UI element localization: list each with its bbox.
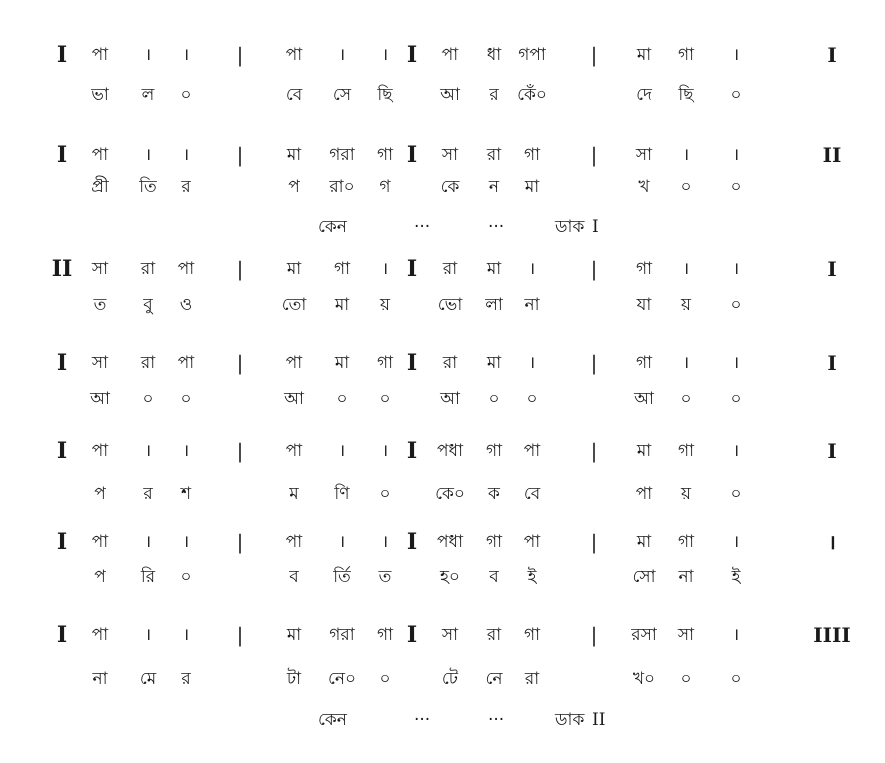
refrain-word: কেন — [318, 217, 347, 237]
lyric-syllable: তি — [139, 177, 157, 197]
lyric-syllable: আ — [634, 389, 654, 409]
swara-note: । — [144, 441, 152, 461]
lyric-syllable: নে — [485, 669, 503, 689]
lyric-syllable: ০ — [730, 177, 742, 197]
lyric-syllable: র — [143, 484, 153, 504]
swara-line — [0, 620, 885, 650]
swara-note: রা — [486, 145, 502, 165]
lyric-syllable: ভা — [91, 85, 109, 105]
lyric-syllable: প্রী — [91, 177, 109, 197]
lyric-syllable: প — [94, 567, 106, 587]
lyric-syllable: না — [92, 669, 108, 689]
lyric-syllable: ছি — [678, 85, 694, 105]
refrain-dots: ··· — [414, 217, 431, 237]
swara-note: গা — [333, 259, 351, 279]
bar-mark: I — [406, 42, 418, 68]
swara-line — [0, 140, 885, 170]
lyric-syllable: ই — [527, 567, 537, 587]
swara-note: । — [732, 259, 740, 279]
swara-note: গা — [376, 625, 394, 645]
swara-note: সা — [441, 145, 459, 165]
lyric-syllable: ক — [488, 484, 500, 504]
swara-note: । — [732, 45, 740, 65]
swara-note: । — [381, 441, 389, 461]
swara-note: গা — [485, 441, 503, 461]
lyric-syllable: সে — [332, 85, 352, 105]
swara-note: । — [381, 532, 389, 552]
refrain-end-mark: II — [592, 710, 606, 730]
refrain-end-mark: I — [592, 217, 599, 237]
swara-note: । — [381, 259, 389, 279]
lyric-line — [0, 290, 885, 320]
lyric-syllable: ই — [731, 567, 741, 587]
swara-note: গপা — [518, 45, 546, 65]
bar-mark: I — [56, 42, 68, 68]
bar-mark: I — [56, 350, 68, 376]
swara-line — [0, 254, 885, 284]
swara-note: পা — [91, 532, 109, 552]
lyric-syllable: ভো — [437, 295, 463, 315]
lyric-syllable: বে — [285, 85, 303, 105]
bar-mark: | — [236, 351, 244, 375]
swara-note: মা — [486, 259, 502, 279]
swara-note: । — [732, 353, 740, 373]
swara-line — [0, 348, 885, 378]
lyric-syllable: ০ — [730, 389, 742, 409]
swara-note: । — [732, 532, 740, 552]
lyric-syllable: আ — [440, 85, 460, 105]
lyric-syllable: দে — [636, 85, 652, 105]
lyric-line — [0, 479, 885, 509]
swara-note: । — [338, 45, 346, 65]
lyric-syllable: য় — [680, 295, 692, 315]
swara-note: পা — [441, 45, 459, 65]
swara-note: । — [182, 145, 190, 165]
bar-mark: | — [236, 143, 244, 167]
swara-note: পা — [91, 441, 109, 461]
bar-mark: | — [590, 143, 598, 167]
bar-mark: I — [827, 257, 837, 281]
swara-note: পা — [285, 532, 303, 552]
swara-note: । — [682, 353, 690, 373]
swara-note: রা — [140, 353, 156, 373]
lyric-syllable: মে — [139, 669, 157, 689]
swara-note: মা — [286, 145, 302, 165]
bar-mark: । — [828, 530, 836, 554]
bar-mark: | — [236, 623, 244, 647]
lyric-syllable: ছি — [377, 85, 393, 105]
lyric-syllable: ০ — [730, 484, 742, 504]
swara-note: পা — [177, 353, 195, 373]
swara-note: পা — [177, 259, 195, 279]
swara-note: গা — [635, 259, 653, 279]
swara-note: । — [144, 625, 152, 645]
bar-mark: | — [590, 623, 598, 647]
swara-note: রা — [140, 259, 156, 279]
lyric-syllable: প — [288, 177, 300, 197]
lyric-syllable: শ — [180, 484, 192, 504]
lyric-syllable: মা — [524, 177, 540, 197]
lyric-syllable: টা — [286, 669, 302, 689]
swara-note: । — [182, 625, 190, 645]
lyric-syllable: ০ — [379, 669, 391, 689]
lyric-syllable: তো — [281, 295, 307, 315]
bar-mark: | — [236, 439, 244, 463]
swara-note: মা — [636, 441, 652, 461]
swara-note: । — [732, 625, 740, 645]
lyric-syllable: ব — [489, 567, 499, 587]
swara-note: গা — [523, 625, 541, 645]
refrain-word: কেন — [318, 710, 347, 730]
lyric-syllable: রি — [140, 567, 156, 587]
lyric-syllable: র — [489, 85, 499, 105]
bar-mark: I — [56, 438, 68, 464]
swara-note: । — [338, 532, 346, 552]
lyric-syllable: আ — [440, 389, 460, 409]
swara-note: গরা — [329, 625, 355, 645]
swara-note: মা — [334, 353, 350, 373]
lyric-syllable: ০ — [142, 389, 154, 409]
lyric-syllable: কে — [440, 177, 460, 197]
swara-note: মা — [286, 625, 302, 645]
bar-mark: | — [236, 530, 244, 554]
lyric-syllable: ০ — [180, 85, 192, 105]
swara-note: গরা — [329, 145, 355, 165]
swara-note: গা — [376, 145, 394, 165]
lyric-syllable: র — [181, 669, 191, 689]
refrain-dots: ··· — [488, 710, 505, 730]
swara-note: পা — [285, 441, 303, 461]
swara-note: রা — [442, 259, 458, 279]
bar-mark: IIII — [813, 623, 851, 647]
swara-note: পধা — [437, 532, 463, 552]
lyric-syllable: ন — [488, 177, 500, 197]
swara-note: গা — [677, 532, 695, 552]
lyric-syllable: আ — [90, 389, 110, 409]
lyric-syllable: র্তি — [333, 567, 351, 587]
lyric-syllable: ম — [289, 484, 299, 504]
lyric-line — [0, 384, 885, 414]
bar-mark: I — [827, 43, 837, 67]
swara-note: পা — [285, 45, 303, 65]
bar-mark: I — [827, 351, 837, 375]
swara-note: । — [182, 532, 190, 552]
refrain-end-word: ডাক — [555, 217, 585, 237]
swara-note: গা — [376, 353, 394, 373]
lyric-syllable: কেঁ০ — [517, 85, 547, 105]
bar-mark: | — [236, 257, 244, 281]
bar-mark: | — [590, 351, 598, 375]
swara-note: । — [381, 45, 389, 65]
lyric-syllable: ব — [289, 567, 299, 587]
refrain-dots: ··· — [488, 217, 505, 237]
bar-mark: | — [590, 439, 598, 463]
swara-note: গা — [677, 441, 695, 461]
lyric-syllable: ০ — [730, 85, 742, 105]
swara-line — [0, 40, 885, 70]
lyric-syllable: সো — [632, 567, 656, 587]
lyric-syllable: রা — [524, 669, 540, 689]
bar-mark: I — [56, 529, 68, 555]
swara-note: । — [528, 259, 536, 279]
swara-note: । — [338, 441, 346, 461]
lyric-syllable: ণি — [334, 484, 350, 504]
swara-note: । — [144, 532, 152, 552]
lyric-syllable: গ — [379, 177, 391, 197]
bar-mark: I — [827, 439, 837, 463]
swara-note: । — [682, 145, 690, 165]
swara-note: রা — [442, 353, 458, 373]
swara-note: পা — [91, 45, 109, 65]
swara-note: মা — [486, 353, 502, 373]
lyric-syllable: ০ — [730, 295, 742, 315]
bar-mark: I — [406, 438, 418, 464]
lyric-syllable: ০ — [526, 389, 538, 409]
lyric-syllable: ০ — [680, 389, 692, 409]
swara-note: মা — [636, 532, 652, 552]
refrain-end-word: ডাক — [555, 710, 585, 730]
lyric-syllable: ০ — [488, 389, 500, 409]
swara-line — [0, 436, 885, 466]
bar-mark: I — [406, 622, 418, 648]
swara-note: গা — [635, 353, 653, 373]
swara-note: পা — [523, 441, 541, 461]
swara-note: পধা — [437, 441, 463, 461]
swara-note: সা — [635, 145, 653, 165]
lyric-syllable: ০ — [680, 177, 692, 197]
swara-note: । — [144, 45, 152, 65]
lyric-syllable: প — [94, 484, 106, 504]
swara-note: । — [182, 441, 190, 461]
lyric-syllable: না — [524, 295, 540, 315]
refrain-dots: ··· — [414, 710, 431, 730]
lyric-syllable: ০ — [379, 484, 391, 504]
lyric-syllable: ল — [141, 85, 155, 105]
lyric-syllable: রা০ — [329, 177, 355, 197]
lyric-syllable: টে — [441, 669, 459, 689]
lyric-syllable: ও — [179, 295, 193, 315]
lyric-line — [0, 80, 885, 110]
swara-note: মা — [636, 45, 652, 65]
lyric-syllable: ত — [378, 567, 392, 587]
swara-note: । — [182, 45, 190, 65]
lyric-syllable: ত — [93, 295, 107, 315]
swara-note: গা — [523, 145, 541, 165]
refrain-line — [0, 705, 885, 735]
lyric-syllable: বে — [523, 484, 541, 504]
lyric-syllable: হ০ — [440, 567, 460, 587]
swara-line — [0, 527, 885, 557]
bar-mark: I — [406, 529, 418, 555]
swara-note: পা — [285, 353, 303, 373]
bar-mark: I — [406, 256, 418, 282]
swara-note: । — [732, 441, 740, 461]
lyric-syllable: বু — [143, 295, 153, 315]
bar-mark: I — [406, 142, 418, 168]
bar-mark: I — [406, 350, 418, 376]
refrain-line — [0, 212, 885, 242]
swara-note: সা — [677, 625, 695, 645]
swara-note: পা — [91, 145, 109, 165]
bar-mark: | — [590, 257, 598, 281]
swara-note: পা — [91, 625, 109, 645]
bar-mark: | — [590, 530, 598, 554]
swara-note: রসা — [631, 625, 657, 645]
lyric-syllable: য় — [379, 295, 391, 315]
lyric-syllable: য় — [680, 484, 692, 504]
lyric-syllable: লা — [485, 295, 503, 315]
swara-note: । — [144, 145, 152, 165]
swara-note: ধা — [486, 45, 502, 65]
bar-mark: | — [590, 43, 598, 67]
lyric-syllable: মা — [334, 295, 350, 315]
lyric-syllable: পা — [635, 484, 653, 504]
bar-mark: | — [236, 43, 244, 67]
swara-note: সা — [91, 259, 109, 279]
swara-note: । — [732, 145, 740, 165]
swara-note: । — [528, 353, 536, 373]
lyric-syllable: ০ — [730, 669, 742, 689]
lyric-syllable: আ — [284, 389, 304, 409]
swara-note: গা — [677, 45, 695, 65]
bar-mark: I — [56, 142, 68, 168]
lyric-line — [0, 172, 885, 202]
lyric-syllable: ০ — [336, 389, 348, 409]
lyric-syllable: ০ — [379, 389, 391, 409]
swara-note: । — [682, 259, 690, 279]
lyric-syllable: যা — [636, 295, 652, 315]
swara-note: সা — [91, 353, 109, 373]
lyric-syllable: ০ — [180, 567, 192, 587]
lyric-syllable: খ — [638, 177, 650, 197]
lyric-syllable: খ০ — [632, 669, 656, 689]
swara-note: পা — [523, 532, 541, 552]
bar-mark: II — [822, 143, 842, 167]
bar-mark: II — [51, 256, 73, 282]
lyric-line — [0, 664, 885, 694]
swara-note: গা — [485, 532, 503, 552]
lyric-line — [0, 562, 885, 592]
swara-note: সা — [441, 625, 459, 645]
swara-note: রা — [486, 625, 502, 645]
lyric-syllable: ০ — [180, 389, 192, 409]
swara-note: মা — [286, 259, 302, 279]
lyric-syllable: কে০ — [435, 484, 465, 504]
lyric-syllable: র — [181, 177, 191, 197]
lyric-syllable: ০ — [680, 669, 692, 689]
lyric-syllable: না — [678, 567, 694, 587]
lyric-syllable: নে০ — [327, 669, 357, 689]
bar-mark: I — [56, 622, 68, 648]
